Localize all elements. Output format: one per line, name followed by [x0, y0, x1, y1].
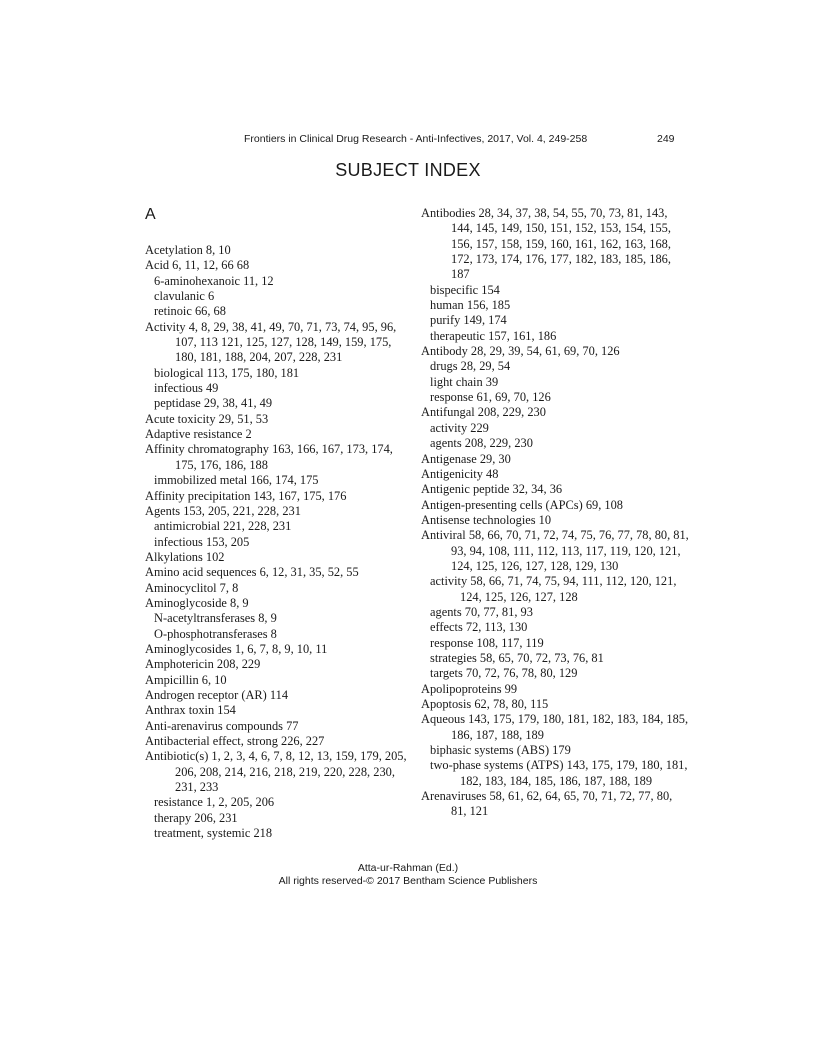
index-entry: Androgen receptor (AR) 114 — [145, 687, 289, 702]
index-entry: Aminoglycoside 8, 9 — [145, 595, 249, 610]
index-entry: Aminocyclitol 7, 8 — [145, 580, 239, 595]
index-entry: Aminoglycosides 1, 6, 7, 8, 9, 10, 11 — [145, 641, 328, 656]
index-entry: Anthrax toxin 154 — [145, 703, 236, 718]
index-subentry: peptidase 29, 38, 41, 49 — [154, 396, 273, 411]
index-column-left — [145, 205, 413, 841]
index-subentry: bispecific 154 — [430, 282, 500, 297]
index-subentry: resistance 1, 2, 205, 206 — [154, 795, 275, 810]
index-subentry: two-phase systems (ATPS) 143, 175, 179, 180, 181, 182, 183, 184, 185, 186, 187, 188, 189 — [430, 758, 688, 788]
index-entry: Antifungal 208, 229, 230 — [421, 405, 546, 420]
index-entry: Acetylation 8, 10 — [145, 243, 231, 257]
index-subentry: activity 58, 66, 71, 74, 75, 94, 111, 112, 120, 121, 124, 125, 126, 127, 128 — [430, 574, 677, 604]
index-subentry: activity 229 — [430, 420, 489, 435]
index-entry: Antigen-presenting cells (APCs) 69, 108 — [421, 497, 624, 512]
index-entry: Antibacterial effect, strong 226, 227 — [145, 734, 325, 748]
index-subentry: agents 70, 77, 81, 93 — [430, 604, 533, 619]
index-entry: Activity 4, 8, 29, 38, 41, 49, 70, 71, 73, 74, 95, 96, 107, 113 121, 125, 127, 128, 149, 159, 175, 180, 181, 188, 204, 207, 228, 231 — [145, 319, 397, 365]
index-entry: Ampicillin 6, 10 — [145, 672, 227, 687]
index-entry: Antibodies 28, 34, 37, 38, 54, 55, 70, 73, 81, 143, 144, 145, 149, 150, 151, 152, 153, 154, 155, 156, 157, 158, 159, 160, 161, 162, 163, 168, 172, 173, 174, 176, 177, 182, 183, 185, 186, 187 — [421, 206, 671, 282]
index-entry: Antibody 28, 29, 39, 54, 61, 69, 70, 126 — [421, 344, 620, 359]
footer-editor: Atta-ur-Rahman (Ed.) — [357, 862, 459, 874]
index-entry: Arenaviruses 58, 61, 62, 64, 65, 70, 71, 72, 77, 80, 81, 121 — [421, 789, 673, 819]
index-entry: Alkylations 102 — [145, 549, 225, 564]
index-subentry: infectious 153, 205 — [154, 534, 250, 549]
index-entry: Antibiotic(s) 1, 2, 3, 4, 6, 7, 8, 12, 13, 159, 179, 205, 206, 208, 214, 216, 218, 219, 220, 228, 230, 231, 233 — [145, 749, 407, 795]
index-entry: Antisense technologies 10 — [421, 512, 552, 527]
index-subentry: response 108, 117, 119 — [430, 635, 544, 650]
running-title: Frontiers in Clinical Drug Research - Anti-Infectives, 2017, Vol. 4, 249-258 — [244, 133, 588, 145]
index-subentry: retinoic 66, 68 — [154, 304, 226, 319]
index-entry: Apolipoproteins 99 — [421, 681, 518, 696]
index-subentry: biological 113, 175, 180, 181 — [154, 365, 300, 380]
index-subentry: 6-aminohexanoic 11, 12 — [154, 273, 274, 288]
index-subentry: clavulanic 6 — [154, 289, 215, 304]
index-subentry: strategies 58, 65, 70, 72, 73, 76, 81 — [430, 650, 604, 665]
index-subentry: agents 208, 229, 230 — [430, 436, 533, 451]
index-entry: Anti-arenavirus compounds 77 — [145, 718, 299, 733]
index-subentry: therapy 206, 231 — [154, 810, 238, 825]
footer-rights: All rights reserved-© 2017 Bentham Science Publishers — [278, 875, 538, 887]
index-subentry: infectious 49 — [154, 381, 219, 396]
index-subentry: therapeutic 157, 161, 186 — [430, 328, 557, 343]
index-entry: Adaptive resistance 2 — [145, 427, 252, 442]
index-subentry: antimicrobial 221, 228, 231 — [154, 519, 292, 534]
index-subentry: human 156, 185 — [430, 298, 511, 313]
index-entry: Antigenic peptide 32, 34, 36 — [421, 482, 563, 497]
index-entry: Antigenase 29, 30 — [421, 451, 511, 466]
index-entry: Acid 6, 11, 12, 66 68 — [145, 258, 250, 273]
section-letter: A — [145, 206, 156, 223]
index-entry: Amino acid sequences 6, 12, 31, 35, 52, 55 — [145, 565, 359, 580]
index-column-right — [421, 206, 689, 820]
index-entry: Agents 153, 205, 221, 228, 231 — [145, 503, 301, 518]
page-number: 249 — [657, 133, 675, 145]
index-entry: Amphotericin 208, 229 — [145, 657, 261, 672]
index-subentry: light chain 39 — [430, 374, 499, 389]
index-subentry: N-acetyltransferases 8, 9 — [154, 611, 277, 626]
index-subentry: biphasic systems (ABS) 179 — [430, 743, 571, 758]
index-entry: Antiviral 58, 66, 70, 71, 72, 74, 75, 76, 77, 78, 80, 81, 93, 94, 108, 111, 112, 113, 117, 119, 120, 121, 124, 125, 126, 127, 128, 129, 130 — [421, 528, 689, 573]
index-entry: Apoptosis 62, 78, 80, 115 — [421, 697, 549, 711]
page-title: SUBJECT INDEX — [335, 160, 481, 180]
index-entry: Affinity precipitation 143, 167, 175, 176 — [145, 488, 347, 503]
index-entry: Aqueous 143, 175, 179, 180, 181, 182, 183, 184, 185, 186, 187, 188, 189 — [421, 712, 689, 742]
page-footer — [0, 862, 816, 888]
running-header — [0, 133, 816, 149]
index-subentry: immobilized metal 166, 174, 175 — [154, 473, 319, 488]
index-subentry: treatment, systemic 218 — [154, 826, 273, 841]
index-entry: Affinity chromatography 163, 166, 167, 173, 174, 175, 176, 186, 188 — [145, 442, 393, 472]
index-subentry: effects 72, 113, 130 — [430, 620, 528, 635]
index-entry: Antigenicity 48 — [421, 466, 499, 481]
index-subentry: drugs 28, 29, 54 — [430, 359, 511, 374]
index-subentry: response 61, 69, 70, 126 — [430, 390, 551, 405]
index-entry: Acute toxicity 29, 51, 53 — [145, 411, 269, 426]
index-subentry: O-phosphotransferases 8 — [154, 626, 277, 641]
index-subentry: purify 149, 174 — [430, 313, 507, 328]
index-subentry: targets 70, 72, 76, 78, 80, 129 — [430, 666, 578, 681]
